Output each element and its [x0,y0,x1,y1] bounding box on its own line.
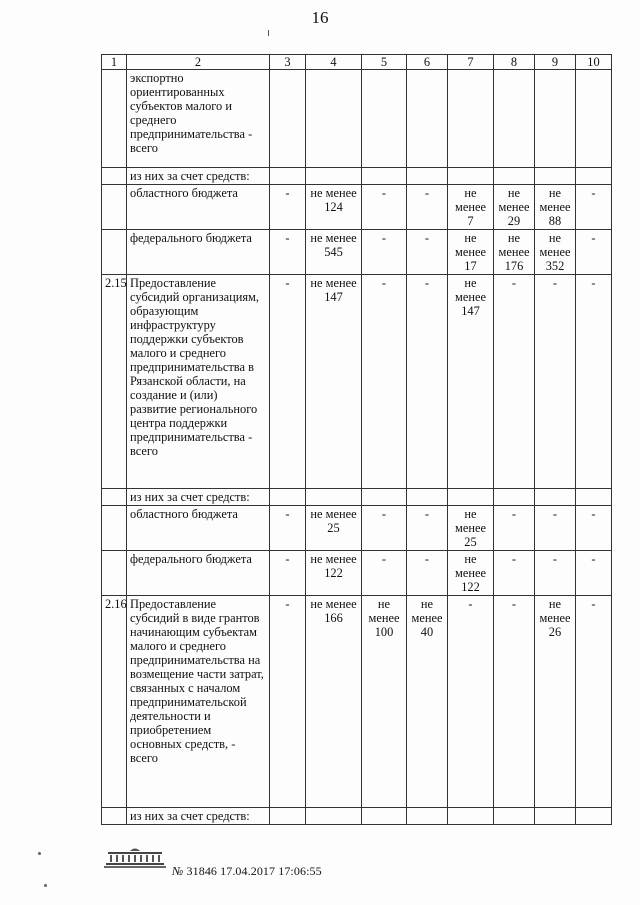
government-building-icon [104,847,166,869]
row-name-cell: федерального бюджета [127,551,270,596]
value-cell: - [407,230,448,275]
stamp-text: 31846 17.04.2017 17:06:55 [186,864,322,878]
table-row [102,596,612,808]
value-cell: - [407,506,448,551]
row-number-cell [102,489,127,506]
value-cell [407,168,448,185]
row-number-cell [102,168,127,185]
value-cell: - [362,275,407,489]
header-cell: 5 [362,55,407,70]
value-cell [535,168,576,185]
row-number-cell [102,70,127,168]
table-row [102,70,612,168]
value-cell: - [407,275,448,489]
value-cell: - [270,185,306,230]
value-cell: не менее 29 [494,185,535,230]
value-cell [306,489,362,506]
value-cell: - [270,275,306,489]
row-number-cell [102,230,127,275]
value-cell [494,808,535,825]
value-cell: не менее 176 [494,230,535,275]
table-row [102,506,612,551]
header-cell: 9 [535,55,576,70]
value-cell [535,489,576,506]
scan-dot [38,852,41,855]
value-cell: - [576,551,612,596]
header-cell: 3 [270,55,306,70]
table-row [102,168,612,185]
row-name-cell: из них за счет средств: [127,489,270,506]
row-name-cell: Предоставление субсидий в виде грантов начинающим субъектам малого и среднего предпринимательства на возмещение части затрат, связанных с началом предпринимательской деятельности и приобретением основных средств, - всего [127,596,270,808]
value-cell: - [270,596,306,808]
value-cell [270,489,306,506]
value-cell: - [576,506,612,551]
value-cell: - [494,506,535,551]
row-number-cell [102,506,127,551]
value-cell [448,489,494,506]
table-row [102,808,612,825]
value-cell: не менее 100 [362,596,407,808]
value-cell [306,808,362,825]
table-row [102,185,612,230]
row-number-cell [102,185,127,230]
value-cell: не менее 352 [535,230,576,275]
header-cell: 1 [102,55,127,70]
value-cell [362,808,407,825]
value-cell: не менее 166 [306,596,362,808]
value-cell [576,489,612,506]
value-cell [494,489,535,506]
value-cell [270,808,306,825]
value-cell: не менее 147 [306,275,362,489]
value-cell: - [362,551,407,596]
value-cell: - [362,506,407,551]
value-cell: - [270,506,306,551]
value-cell: - [407,185,448,230]
value-cell: не менее 545 [306,230,362,275]
value-cell [448,70,494,168]
value-cell [535,70,576,168]
page-number: 16 [311,8,329,27]
value-cell: - [448,596,494,808]
value-cell: - [576,185,612,230]
value-cell: не менее 124 [306,185,362,230]
value-cell [306,70,362,168]
row-number-cell: 2.15 [102,275,127,489]
table-row [102,489,612,506]
value-cell: - [535,551,576,596]
value-cell: не менее 26 [535,596,576,808]
stamp-number-sign: № [172,864,184,878]
value-cell: не менее 7 [448,185,494,230]
row-number-cell: 2.16 [102,596,127,808]
row-name-cell: экспортно ориентированных субъектов малого и среднего предпринимательства - всего [127,70,270,168]
value-cell: - [270,230,306,275]
value-cell [362,489,407,506]
value-cell: не менее 122 [448,551,494,596]
row-name-cell: из них за счет средств: [127,808,270,825]
table-row [102,551,612,596]
value-cell [494,70,535,168]
row-name-cell: из них за счет средств: [127,168,270,185]
value-cell: не менее 147 [448,275,494,489]
budget-table [101,54,612,825]
header-cell: 2 [127,55,270,70]
row-name-cell: областного бюджета [127,506,270,551]
value-cell: - [494,551,535,596]
value-cell: - [576,275,612,489]
value-cell: - [494,596,535,808]
value-cell: - [576,230,612,275]
value-cell [494,168,535,185]
header-row [102,55,612,70]
scan-dot [44,884,47,887]
header-cell: 8 [494,55,535,70]
header-cell: 4 [306,55,362,70]
value-cell: - [362,230,407,275]
value-cell: не менее 17 [448,230,494,275]
row-name-cell: областного бюджета [127,185,270,230]
value-cell: - [407,551,448,596]
value-cell [407,70,448,168]
value-cell [362,70,407,168]
value-cell [407,489,448,506]
value-cell: - [535,275,576,489]
value-cell [448,168,494,185]
value-cell: - [362,185,407,230]
registration-stamp [172,864,322,879]
value-cell [270,70,306,168]
row-number-cell [102,808,127,825]
header-cell: 7 [448,55,494,70]
value-cell: - [270,551,306,596]
value-cell: не менее 88 [535,185,576,230]
value-cell: не менее 25 [306,506,362,551]
value-cell [576,808,612,825]
value-cell [576,70,612,168]
value-cell [576,168,612,185]
value-cell: не менее 122 [306,551,362,596]
value-cell [270,168,306,185]
value-cell [535,808,576,825]
tick-mark [268,30,269,36]
value-cell [448,808,494,825]
header-cell: 10 [576,55,612,70]
row-name-cell: федерального бюджета [127,230,270,275]
value-cell: не менее 25 [448,506,494,551]
value-cell: не менее 40 [407,596,448,808]
value-cell [362,168,407,185]
table-row [102,230,612,275]
table-row [102,275,612,489]
row-number-cell [102,551,127,596]
value-cell: - [535,506,576,551]
value-cell: - [494,275,535,489]
value-cell [306,168,362,185]
row-name-cell: Предоставление субсидий организациям, образующим инфраструктуру поддержки субъектов малого и среднего предпринимательства в Рязанской области, на создание и (или) развитие регионального центра поддержки предпринимательства - всего [127,275,270,489]
header-cell: 6 [407,55,448,70]
value-cell [407,808,448,825]
value-cell: - [576,596,612,808]
